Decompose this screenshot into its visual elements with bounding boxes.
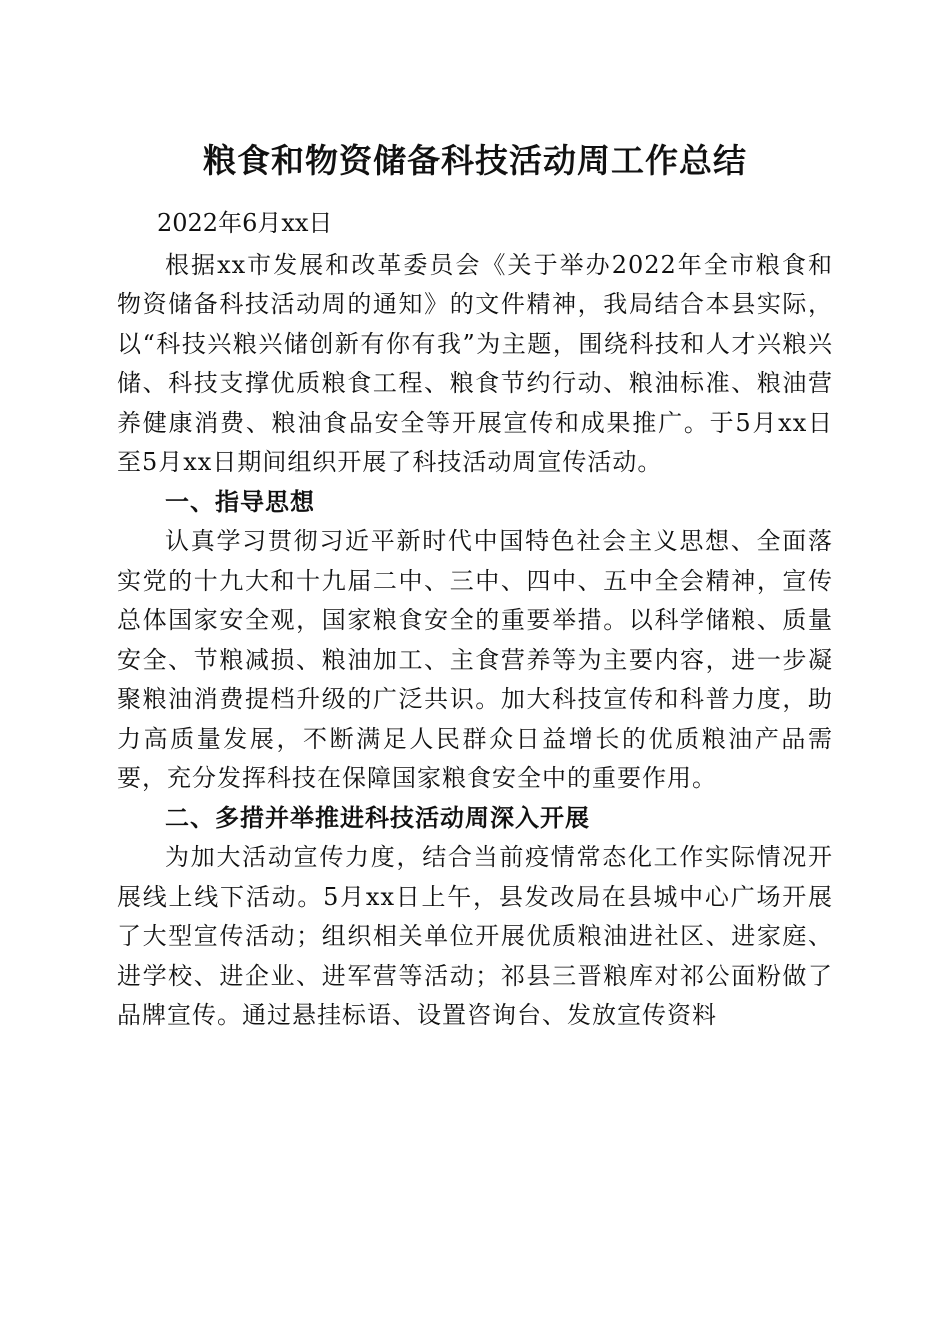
intro-paragraph: 根据xx市发展和改革委员会《关于举办2022年全市粮食和物资储备科技活动周的通知》的文件精神，我局结合本县实际，以“科技兴粮兴储创新有你有我”为主题，围绕科技和人才兴粮兴储、科技支撑优质粮食工程、粮食节约行动、粮油标准、粮油营养健康消费、粮油食品安全等开展宣传和成果推广。于5月xx日至5月xx日期间组织开展了科技活动周宣传活动。 [117, 250, 833, 476]
section-body-guiding-ideology: 认真学习贯彻习近平新时代中国特色社会主义思想、全面落实党的十九大和十九届二中、三中、四中、五中全会精神，宣传总体国家安全观，国家粮食安全的重要举措。以科学储粮、质量安全、节粮减损、粮油加工、主食营养等为主要内容，进一步凝聚粮油消费提档升级的广泛共识。加大科技宣传和科普力度，助力高质量发展，不断满足人民群众日益增长的优质粮油产品需要，充分发挥科技在保障国家粮食安全中的重要作用。 [117, 527, 833, 792]
document-date: 2022年6月xx日 [157, 209, 333, 237]
section-body-multiple-measures: 为加大活动宣传力度，结合当前疫情常态化工作实际情况开展线上线下活动。5月xx日上午，县发改局在县城中心广场开展了大型宣传活动；组织相关单位开展优质粮油进社区、进家庭、进学校、进企业、进军营等活动；祁县三晋粮库对祁公面粉做了品牌宣传。通过悬挂标语、设置咨询台、发放宣传资料 [117, 843, 833, 1029]
document-title: 粮食和物资储备科技活动周工作总结 [203, 141, 747, 180]
section-heading-guiding-ideology: 一、指导思想 [165, 487, 315, 516]
document-body [117, 204, 833, 1036]
section-heading-multiple-measures: 二、多措并举推进科技活动周深入开展 [165, 803, 590, 832]
